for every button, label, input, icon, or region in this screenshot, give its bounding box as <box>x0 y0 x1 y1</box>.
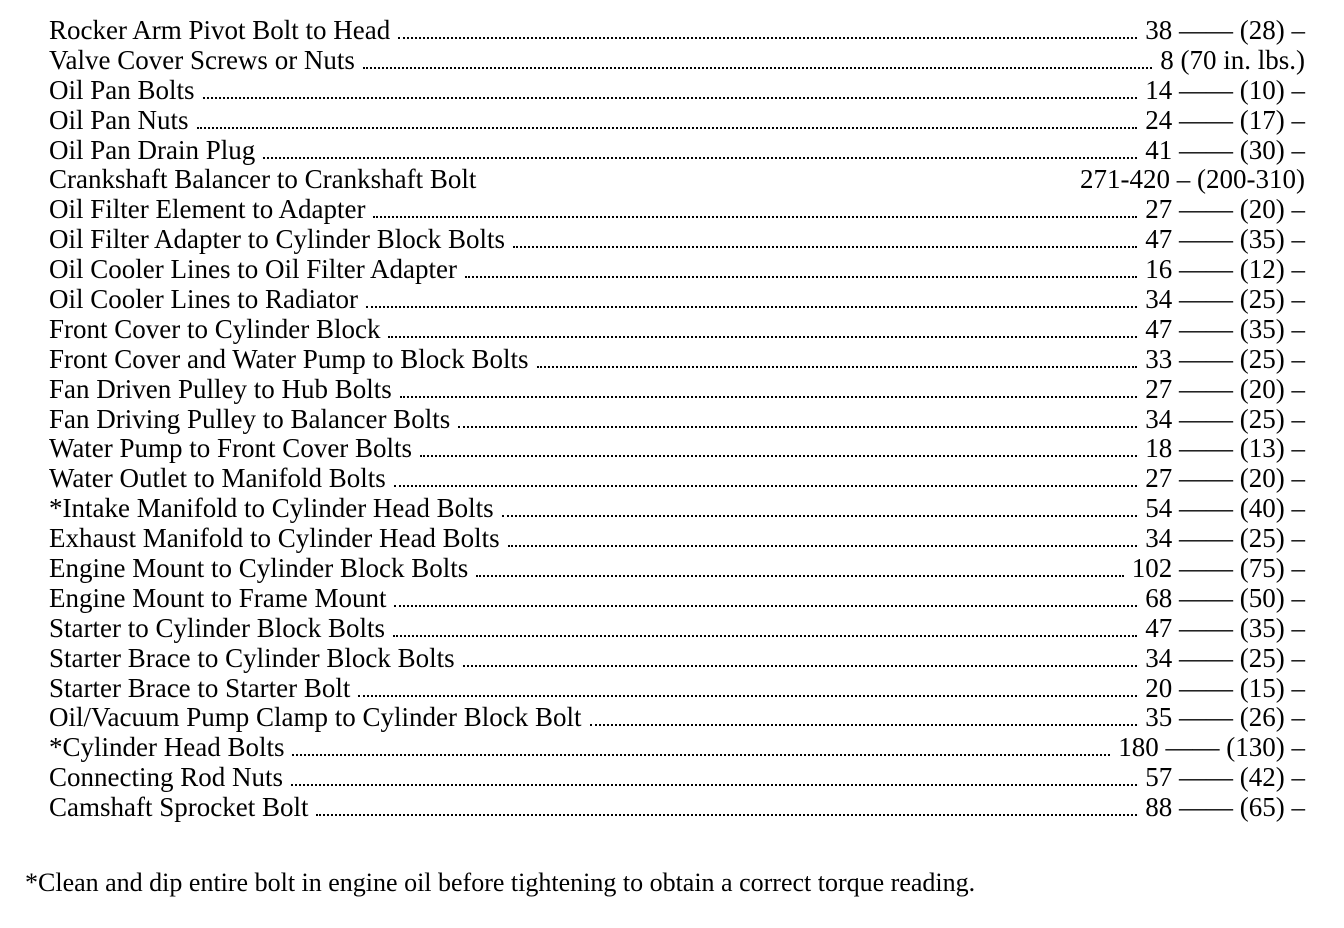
spec-label: Water Pump to Front Cover Bolts <box>49 433 413 464</box>
spec-value: 57 —— (42) – <box>1145 762 1305 793</box>
spec-label: Valve Cover Screws or Nuts <box>49 44 355 75</box>
spec-label: Oil Pan Nuts <box>49 104 189 135</box>
spec-row <box>49 255 1305 285</box>
dot-leader <box>358 695 1137 697</box>
dot-leader <box>393 635 1137 637</box>
dot-leader <box>394 605 1137 607</box>
spec-value: 88 —— (65) – <box>1145 792 1305 823</box>
spec-row <box>49 46 1305 76</box>
spec-row <box>49 524 1305 554</box>
dot-leader <box>458 426 1137 428</box>
spec-label: Engine Mount to Cylinder Block Bolts <box>49 553 469 584</box>
spec-value: 27 —— (20) – <box>1145 194 1305 225</box>
spec-row <box>49 76 1305 106</box>
spec-label: Oil Cooler Lines to Oil Filter Adapter <box>49 254 457 285</box>
spec-value: 47 —— (35) – <box>1145 313 1305 344</box>
dot-leader <box>197 127 1138 129</box>
dot-leader <box>400 396 1138 398</box>
dot-leader <box>388 336 1137 338</box>
spec-value: 41 —— (30) – <box>1145 134 1305 165</box>
spec-row <box>49 494 1305 524</box>
spec-value: 54 —— (40) – <box>1145 493 1305 524</box>
dot-leader <box>363 67 1152 69</box>
spec-value: 34 —— (25) – <box>1145 403 1305 434</box>
spec-value: 38 —— (28) – <box>1145 15 1305 45</box>
spec-row <box>49 584 1305 614</box>
spec-label: Crankshaft Balancer to Crankshaft Bolt <box>49 164 477 195</box>
spec-label: Engine Mount to Frame Mount <box>49 582 387 613</box>
spec-value: 34 —— (25) – <box>1145 523 1305 554</box>
spec-row <box>49 405 1305 435</box>
spec-label: Oil Filter Adapter to Cylinder Block Bolts <box>49 224 505 255</box>
spec-row <box>49 136 1305 166</box>
spec-label: Starter Brace to Cylinder Block Bolts <box>49 642 455 673</box>
spec-row <box>49 165 1305 195</box>
spec-row <box>49 285 1305 315</box>
spec-row <box>49 793 1305 823</box>
spec-label: Front Cover to Cylinder Block <box>49 313 381 344</box>
spec-row <box>49 733 1305 763</box>
dot-leader <box>366 306 1137 308</box>
spec-row <box>49 703 1305 733</box>
spec-value: 34 —— (25) – <box>1145 642 1305 673</box>
spec-value: 68 —— (50) – <box>1145 582 1305 613</box>
dot-leader <box>513 246 1137 248</box>
spec-row <box>49 195 1305 225</box>
spec-label: Water Outlet to Manifold Bolts <box>49 463 386 494</box>
dot-leader <box>502 515 1138 517</box>
spec-value: 18 —— (13) – <box>1145 433 1305 464</box>
dot-leader <box>373 216 1137 218</box>
spec-label: Oil Filter Element to Adapter <box>49 194 366 225</box>
spec-label: Fan Driving Pulley to Balancer Bolts <box>49 403 451 434</box>
spec-label: Starter to Cylinder Block Bolts <box>49 612 385 643</box>
spec-value: 27 —— (20) – <box>1145 373 1305 404</box>
spec-row <box>49 644 1305 674</box>
dot-leader <box>476 575 1124 577</box>
spec-label: Exhaust Manifold to Cylinder Head Bolts <box>49 523 500 554</box>
spec-label: *Intake Manifold to Cylinder Head Bolts <box>49 493 494 524</box>
dot-leader <box>394 485 1137 487</box>
spec-label: *Cylinder Head Bolts <box>49 732 285 763</box>
dot-leader <box>537 366 1138 368</box>
spec-value: 20 —— (15) – <box>1145 672 1305 703</box>
spec-label: Oil Cooler Lines to Radiator <box>49 284 358 315</box>
spec-value: 27 —— (20) – <box>1145 463 1305 494</box>
spec-value: 271-420 – (200-310) <box>1080 164 1305 195</box>
spec-row <box>49 674 1305 704</box>
spec-label: Starter Brace to Starter Bolt <box>49 672 351 703</box>
spec-row <box>49 464 1305 494</box>
spec-row <box>49 554 1305 584</box>
dot-leader <box>263 157 1137 159</box>
torque-spec-list <box>49 16 1305 823</box>
spec-value: 14 —— (10) – <box>1145 74 1305 105</box>
spec-value: 47 —— (35) – <box>1145 224 1305 255</box>
spec-label: Connecting Rod Nuts <box>49 762 283 793</box>
spec-row <box>49 375 1305 405</box>
spec-row <box>49 225 1305 255</box>
spec-value: 33 —— (25) – <box>1145 343 1305 374</box>
spec-row <box>49 763 1305 793</box>
spec-value: 34 —— (25) – <box>1145 284 1305 315</box>
spec-row <box>49 614 1305 644</box>
spec-value: 102 —— (75) – <box>1131 553 1305 584</box>
dot-leader <box>463 665 1138 667</box>
spec-label: Oil/Vacuum Pump Clamp to Cylinder Block Bolt <box>49 702 582 733</box>
dot-leader <box>291 784 1137 786</box>
dot-leader <box>590 724 1138 726</box>
spec-row <box>49 315 1305 345</box>
spec-row <box>49 345 1305 375</box>
spec-label: Camshaft Sprocket Bolt <box>49 792 309 823</box>
spec-row <box>49 434 1305 464</box>
spec-label: Oil Pan Drain Plug <box>49 134 256 165</box>
spec-value: 24 —— (17) – <box>1145 104 1305 135</box>
footnote: *Clean and dip entire bolt in engine oil before tightening to obtain a correct torque reading. <box>25 868 976 897</box>
spec-value: 16 —— (12) – <box>1145 254 1305 285</box>
spec-label: Rocker Arm Pivot Bolt to Head <box>49 15 391 45</box>
spec-value: 180 —— (130) – <box>1118 732 1305 763</box>
dot-leader <box>316 814 1137 816</box>
spec-value: 35 —— (26) – <box>1145 702 1305 733</box>
dot-leader <box>292 754 1110 756</box>
spec-label: Fan Driven Pulley to Hub Bolts <box>49 373 392 404</box>
dot-leader <box>420 455 1137 457</box>
dot-leader <box>203 97 1138 99</box>
spec-value: 47 —— (35) – <box>1145 612 1305 643</box>
spec-label: Oil Pan Bolts <box>49 74 195 105</box>
spec-row <box>49 106 1305 136</box>
spec-row <box>49 16 1305 46</box>
dot-leader <box>398 37 1137 39</box>
spec-value: 8 (70 in. lbs.) <box>1160 44 1305 75</box>
dot-leader <box>465 276 1137 278</box>
spec-label: Front Cover and Water Pump to Block Bolts <box>49 343 529 374</box>
dot-leader <box>508 545 1138 547</box>
